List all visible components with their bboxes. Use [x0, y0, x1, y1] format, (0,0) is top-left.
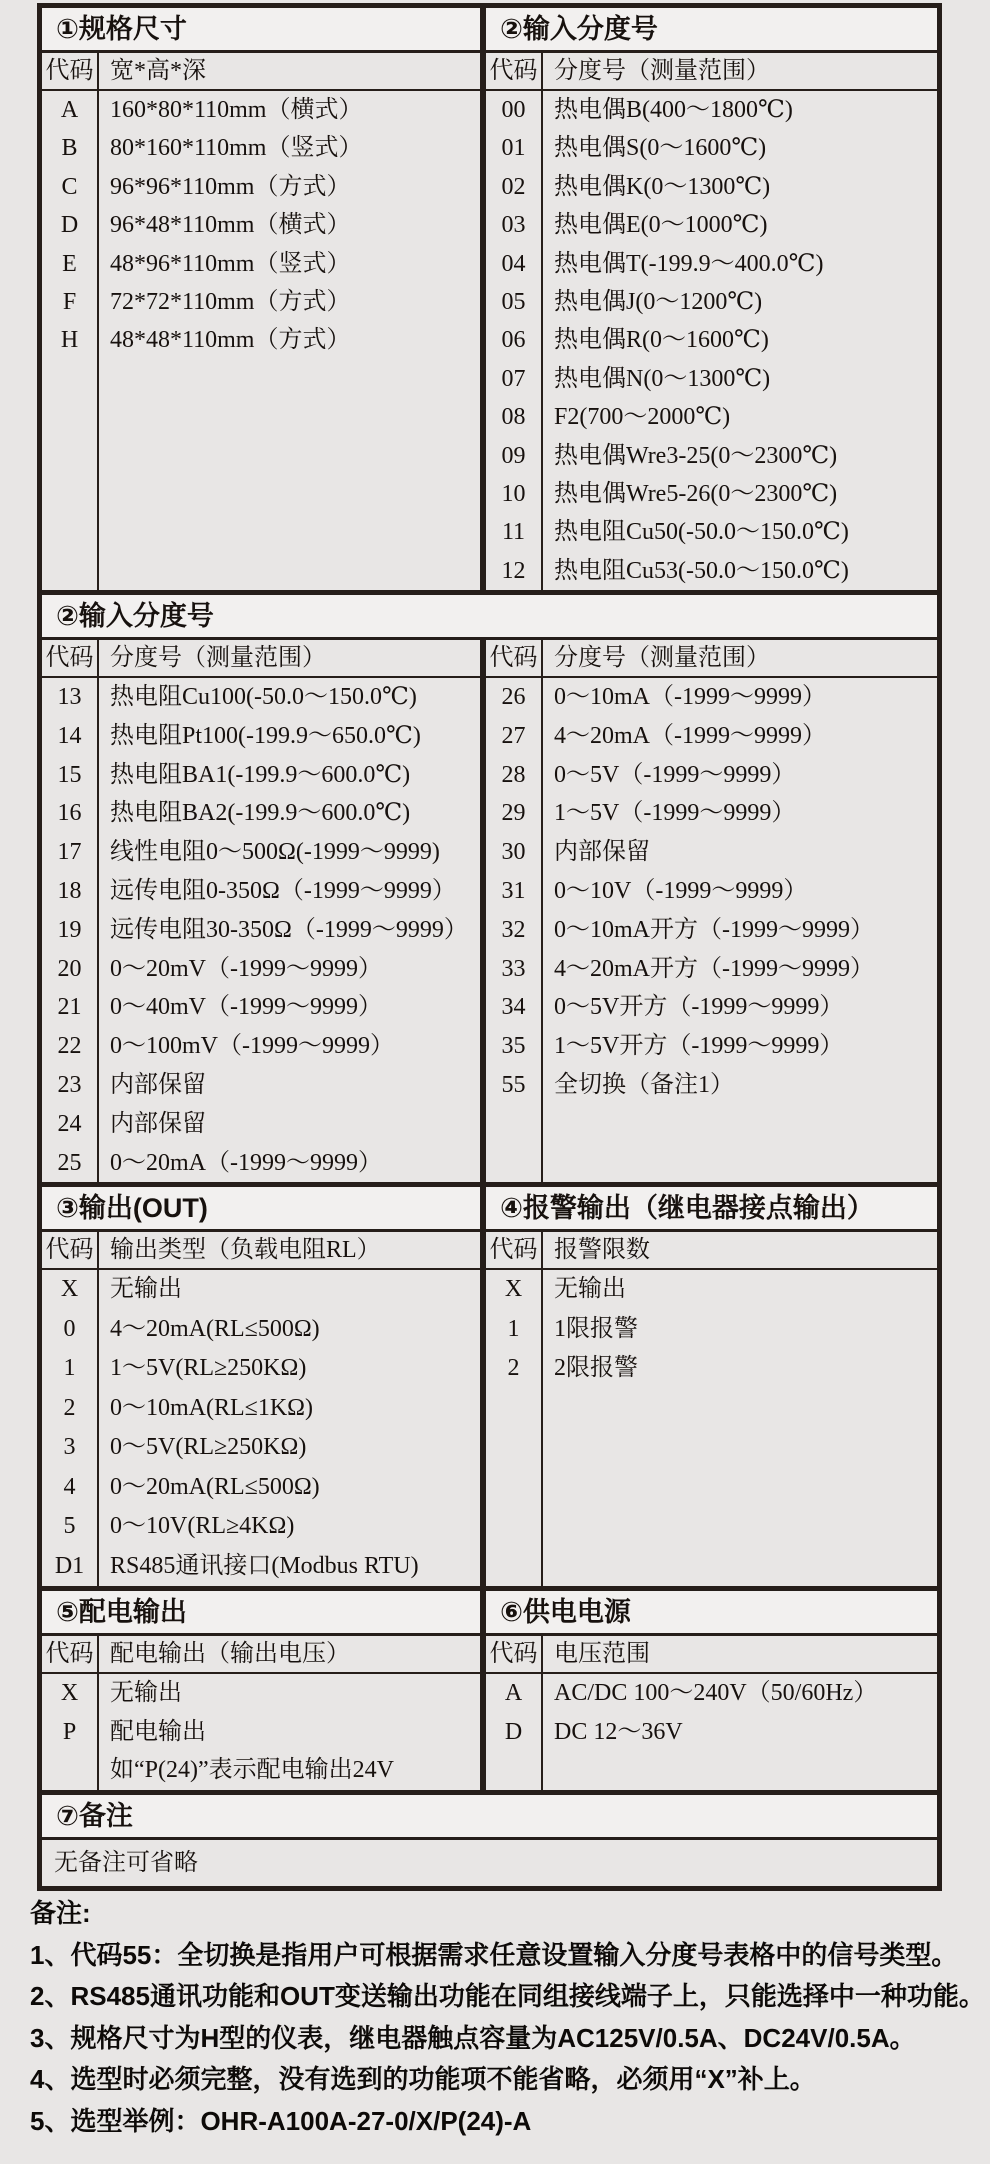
table-row [42, 321, 480, 359]
table-row [42, 950, 480, 989]
code-cell: D1 [42, 1547, 99, 1587]
code-cell: 07 [486, 360, 543, 398]
input-graduation-table-right [486, 640, 937, 1182]
empty-filler [42, 360, 480, 590]
table-row [42, 1349, 480, 1389]
table-row [486, 1027, 937, 1066]
section-title-distribution-output: ⑤配电输出 [56, 1597, 187, 1627]
table-row [42, 91, 480, 129]
code-cell: 15 [42, 756, 99, 795]
desc-column-header: 输出类型（负载电阻RL） [110, 1237, 381, 1263]
code-cell: 34 [486, 988, 543, 1027]
table-row [486, 833, 937, 872]
table-row [42, 1674, 480, 1713]
code-cell: B [42, 129, 99, 167]
table-row [486, 794, 937, 833]
table-row [486, 283, 937, 321]
section-5-remark [42, 1790, 937, 1886]
code-cell: P [42, 1713, 99, 1752]
section-title-dimensions: ①规格尺寸 [56, 14, 187, 44]
desc-cell: 96*96*110mm（方式） [110, 173, 351, 200]
desc-cell: 热电偶E(0～1000℃) [554, 212, 768, 239]
section-title-power-supply: ⑥供电电源 [500, 1597, 631, 1627]
section-3-output-alarm [42, 1182, 937, 1586]
code-cell: A [486, 1674, 543, 1713]
desc-cell: 热电偶Wre3-25(0～2300℃) [554, 442, 838, 469]
code-cell: 29 [486, 794, 543, 833]
desc-cell: 热电偶B(400～1800℃) [554, 97, 793, 123]
code-cell: D [486, 1713, 543, 1752]
code-cell: D [42, 206, 99, 244]
code-cell: X [486, 1270, 543, 1310]
code-cell: 26 [486, 678, 543, 717]
desc-cell: 1～5V(RL≥250KΩ) [110, 1355, 307, 1381]
table-row [486, 91, 937, 129]
desc-cell: 热电阻Cu53(-50.0～150.0℃) [554, 557, 849, 584]
table-row [42, 1105, 480, 1144]
desc-cell: 48*96*110mm（竖式） [110, 250, 351, 277]
code-cell: 21 [42, 988, 99, 1027]
table-row [486, 988, 937, 1027]
column-header-row [486, 1636, 937, 1674]
distribution-output-table [42, 1636, 480, 1790]
table-row [42, 833, 480, 872]
code-cell: 2 [486, 1349, 543, 1389]
footnotes [30, 1893, 985, 2142]
code-cell: 55 [486, 1066, 543, 1105]
desc-cell: DC 12～36V [554, 1718, 683, 1745]
alarm-output-table [486, 1232, 937, 1586]
section-3-body [42, 1232, 937, 1586]
desc-cell: 热电阻Cu100(-50.0～150.0℃) [110, 684, 417, 710]
section-4-distribution-power [42, 1586, 937, 1790]
column-header-row [486, 640, 937, 678]
table-row [42, 1547, 480, 1587]
desc-cell: 0～40mV（-1999～9999） [110, 994, 382, 1021]
desc-cell: 远传电阻30-350Ω（-1999～9999） [110, 916, 468, 943]
code-cell: 19 [42, 911, 99, 950]
desc-cell: 热电偶J(0～1200℃) [554, 288, 763, 315]
code-cell: 0 [42, 1310, 99, 1350]
empty-filler [486, 1389, 937, 1587]
table-row [42, 1468, 480, 1508]
code-cell: 33 [486, 950, 543, 989]
code-cell: 23 [42, 1066, 99, 1105]
rows [486, 1674, 937, 1751]
footnote-item: 2、RS485通讯功能和OUT变送输出功能在同组接线端子上，只能选择中一种功能。 [30, 1981, 985, 2011]
table-row [42, 129, 480, 167]
table-row [42, 245, 480, 283]
table-row [486, 1310, 937, 1350]
desc-cell: 1～5V（-1999～9999） [554, 800, 796, 827]
desc-cell: 0～10V（-1999～9999） [554, 877, 808, 904]
section-2-header-band [42, 595, 937, 640]
input-graduation-table-left [42, 640, 480, 1182]
code-cell: 01 [486, 129, 543, 167]
table-row [486, 1066, 937, 1105]
table-row [486, 1674, 937, 1713]
section-title-input-graduation: ②输入分度号 [500, 14, 658, 44]
column-header-row [42, 53, 480, 91]
table-row [486, 1713, 937, 1752]
section-2-input-continued [42, 590, 937, 1182]
desc-cell: 无输出 [554, 1276, 626, 1302]
code-cell: 2 [42, 1389, 99, 1429]
section-4-header-band [42, 1591, 937, 1636]
rows [486, 91, 937, 590]
table-row [486, 475, 937, 513]
desc-cell: 热电偶Wre5-26(0～2300℃) [554, 480, 838, 507]
code-cell: 08 [486, 398, 543, 436]
table-row [42, 794, 480, 833]
desc-cell: 0～20mA(RL≤500Ω) [110, 1473, 320, 1500]
desc-cell: 0～20mV（-1999～9999） [110, 955, 382, 982]
desc-cell: 内部保留 [110, 1071, 206, 1098]
code-cell: E [42, 245, 99, 283]
code-column-header: 代码 [486, 640, 543, 676]
column-header-row [42, 640, 480, 678]
table-row [42, 872, 480, 911]
table-row [42, 1713, 480, 1752]
footnote-item: 5、选型举例：OHR-A100A-27-0/X/P(24)-A [30, 2105, 532, 2136]
table-row [42, 168, 480, 206]
desc-column-header: 宽*高*深 [110, 58, 206, 84]
desc-cell: 72*72*110mm（方式） [110, 288, 351, 315]
desc-cell: 0～10mA（-1999～9999） [554, 684, 826, 710]
desc-column-header: 电压范围 [554, 1641, 650, 1667]
code-cell: 05 [486, 283, 543, 321]
table-row [42, 1389, 480, 1429]
code-cell: 25 [42, 1144, 99, 1182]
code-cell: C [42, 168, 99, 206]
desc-cell: 全切换（备注1） [554, 1071, 734, 1098]
table-row [42, 678, 480, 717]
table-row [486, 321, 937, 359]
code-cell: 31 [486, 872, 543, 911]
desc-cell: 0～5V(RL≥250KΩ) [110, 1434, 307, 1460]
footnote-item: 1、代码55：全切换是指用户可根据需求任意设置输入分度号表格中的信号类型。 [30, 1939, 958, 1970]
table-row [486, 950, 937, 989]
rows [42, 1674, 480, 1790]
code-cell: X [42, 1674, 99, 1713]
desc-cell: 0～5V（-1999～9999） [554, 761, 796, 788]
code-cell: 20 [42, 950, 99, 989]
table-row [42, 988, 480, 1027]
desc-cell: 0～10mA开方（-1999～9999） [554, 916, 874, 943]
desc-cell: 内部保留 [110, 1110, 206, 1137]
power-supply-table [486, 1636, 937, 1790]
code-cell: 02 [486, 168, 543, 206]
code-cell: 24 [42, 1105, 99, 1144]
table-row [42, 911, 480, 950]
table-row [486, 1270, 937, 1310]
table-body [42, 91, 480, 590]
table-body [42, 678, 480, 1182]
desc-cell: 如“P(24)”表示配电输出24V [110, 1757, 394, 1784]
code-cell: 1 [486, 1310, 543, 1350]
table-row [486, 129, 937, 167]
desc-cell: 0～20mA（-1999～9999） [110, 1149, 382, 1176]
code-cell: 5 [42, 1507, 99, 1547]
desc-cell: 4～20mA（-1999～9999） [554, 722, 826, 749]
table-row [42, 756, 480, 795]
rows [486, 1270, 937, 1389]
table-row [486, 756, 937, 795]
desc-cell: AC/DC 100～240V（50/60Hz） [554, 1680, 878, 1706]
desc-cell: 热电偶K(0～1300℃) [554, 173, 771, 200]
desc-cell: 远传电阻0-350Ω（-1999～9999） [110, 877, 456, 904]
desc-cell: 48*48*110mm（方式） [110, 327, 351, 354]
column-header-row [42, 1636, 480, 1674]
code-column-header: 代码 [486, 1636, 543, 1672]
column-header-row [42, 1232, 480, 1270]
desc-cell: 热电偶R(0～1600℃) [554, 327, 769, 354]
desc-cell: 无输出 [110, 1680, 182, 1706]
footnote-item: 3、规格尺寸为H型的仪表，继电器触点容量为AC125V/0.5A、DC24V/0.5A。 [30, 2022, 916, 2053]
code-cell [42, 1751, 99, 1790]
table-row [42, 1144, 480, 1182]
desc-cell: 热电阻BA1(-199.9～600.0℃) [110, 761, 411, 788]
desc-column-header: 分度号（测量范围） [554, 58, 770, 84]
model-selection-table [37, 3, 942, 1891]
desc-column-header: 配电输出（输出电压） [110, 1641, 350, 1667]
table-body [486, 678, 937, 1182]
code-cell: 04 [486, 245, 543, 283]
table-row [486, 911, 937, 950]
section-4-body [42, 1636, 937, 1790]
code-cell: H [42, 321, 99, 359]
code-cell: 27 [486, 717, 543, 756]
code-cell: 18 [42, 872, 99, 911]
desc-cell: 0～10mA(RL≤1KΩ) [110, 1394, 313, 1421]
desc-cell: 0～10V(RL≥4KΩ) [110, 1513, 295, 1539]
code-cell: 22 [42, 1027, 99, 1066]
table-row [486, 717, 937, 756]
table-row [42, 1027, 480, 1066]
table-row [42, 1507, 480, 1547]
rows [486, 678, 937, 1105]
table-row [486, 1349, 937, 1389]
desc-cell: 热电阻Cu50(-50.0～150.0℃) [554, 519, 849, 546]
table-row [486, 513, 937, 551]
desc-column-header: 分度号（测量范围） [554, 645, 770, 671]
code-cell: 11 [486, 513, 543, 551]
code-cell: 28 [486, 756, 543, 795]
code-cell: 03 [486, 206, 543, 244]
dimensions-table [42, 53, 480, 590]
empty-filler [486, 1751, 937, 1790]
input-graduation-table-part1 [486, 53, 937, 590]
desc-cell: 1～5V开方（-1999～9999） [554, 1033, 844, 1060]
table-row [42, 1310, 480, 1350]
footnote-item: 4、选型时必须完整，没有选到的功能项不能省略，必须用“X”补上。 [30, 2064, 816, 2094]
code-cell: 35 [486, 1027, 543, 1066]
code-column-header: 代码 [486, 1232, 543, 1268]
column-header-row [486, 53, 937, 91]
code-cell: 32 [486, 911, 543, 950]
section-title-remark: ⑦备注 [56, 1801, 133, 1831]
table-row [486, 245, 937, 283]
empty-filler [486, 1105, 937, 1182]
section-1-dimensions-input [42, 8, 937, 590]
table-row [42, 283, 480, 321]
code-cell: 13 [42, 678, 99, 717]
desc-cell: 160*80*110mm（横式） [110, 97, 363, 123]
table-row [486, 360, 937, 398]
code-cell: 14 [42, 717, 99, 756]
section-3-header-band [42, 1187, 937, 1232]
code-cell: 10 [486, 475, 543, 513]
table-row [42, 1428, 480, 1468]
table-row [486, 168, 937, 206]
table-body [486, 91, 937, 590]
table-row [486, 678, 937, 717]
code-column-header: 代码 [486, 53, 543, 89]
code-column-header: 代码 [42, 53, 99, 89]
desc-cell: 2限报警 [554, 1355, 638, 1381]
desc-cell: 热电阻BA2(-199.9～600.0℃) [110, 800, 411, 827]
table-body [486, 1270, 937, 1586]
desc-cell: 热电偶S(0～1600℃) [554, 135, 767, 162]
table-row [42, 206, 480, 244]
desc-cell: 1限报警 [554, 1315, 638, 1342]
table-row [486, 437, 937, 475]
section-1-body [42, 53, 937, 590]
desc-cell: 配电输出 [110, 1718, 206, 1745]
table-row [486, 398, 937, 436]
code-cell: 12 [486, 552, 543, 590]
code-cell: 00 [486, 91, 543, 129]
code-cell: 3 [42, 1428, 99, 1468]
rows [42, 678, 480, 1182]
section-5-header-band [42, 1795, 937, 1840]
output-table [42, 1232, 480, 1586]
table-row [42, 1066, 480, 1105]
code-column-header: 代码 [42, 1636, 99, 1672]
code-cell: 16 [42, 794, 99, 833]
code-cell: 1 [42, 1349, 99, 1389]
table-row [42, 717, 480, 756]
desc-cell: 4～20mA(RL≤500Ω) [110, 1315, 320, 1342]
code-cell: 09 [486, 437, 543, 475]
desc-cell: 0～5V开方（-1999～9999） [554, 994, 844, 1021]
desc-cell: 热电偶T(-199.9～400.0℃) [554, 250, 824, 277]
table-row [486, 206, 937, 244]
section-title-alarm-output: ④报警输出（继电器接点输出） [500, 1193, 874, 1223]
table-body [42, 1270, 480, 1586]
table-body [486, 1674, 937, 1790]
code-cell: 30 [486, 833, 543, 872]
code-cell: F [42, 283, 99, 321]
code-cell: X [42, 1270, 99, 1310]
desc-cell: 0～100mV（-1999～9999） [110, 1033, 394, 1060]
table-row [486, 872, 937, 911]
table-row [486, 552, 937, 590]
desc-cell: 热电偶N(0～1300℃) [554, 365, 771, 392]
remark-body: 无备注可省略 [54, 1850, 198, 1876]
section-1-header-band [42, 8, 937, 53]
code-cell: 17 [42, 833, 99, 872]
desc-cell: 80*160*110mm（竖式） [110, 135, 363, 162]
section-2-body [42, 640, 937, 1182]
desc-cell: 96*48*110mm（横式） [110, 212, 351, 239]
table-row [42, 1270, 480, 1310]
desc-cell: 线性电阻0～500Ω(-1999～9999) [110, 839, 440, 866]
code-column-header: 代码 [42, 640, 99, 676]
desc-cell: RS485通讯接口(Modbus RTU) [110, 1552, 419, 1579]
desc-cell: 热电阻Pt100(-199.9～650.0℃) [110, 722, 421, 749]
footnotes-label: 备注: [30, 1898, 91, 1928]
rows [42, 91, 480, 360]
rows [42, 1270, 480, 1586]
desc-cell: F2(700～2000℃) [554, 404, 731, 431]
section-title-output: ③输出(OUT) [56, 1193, 208, 1223]
desc-column-header: 分度号（测量范围） [110, 645, 326, 671]
code-column-header: 代码 [42, 1232, 99, 1268]
code-cell: 4 [42, 1468, 99, 1508]
table-body [42, 1674, 480, 1790]
code-cell: A [42, 91, 99, 129]
column-header-row [486, 1232, 937, 1270]
desc-cell: 内部保留 [554, 839, 650, 866]
table-row [42, 1751, 480, 1790]
desc-column-header: 报警限数 [554, 1237, 650, 1263]
desc-cell: 4～20mA开方（-1999～9999） [554, 955, 874, 982]
section-title-input-graduation-2: ②输入分度号 [56, 601, 214, 631]
desc-cell: 无输出 [110, 1276, 182, 1302]
code-cell: 06 [486, 321, 543, 359]
